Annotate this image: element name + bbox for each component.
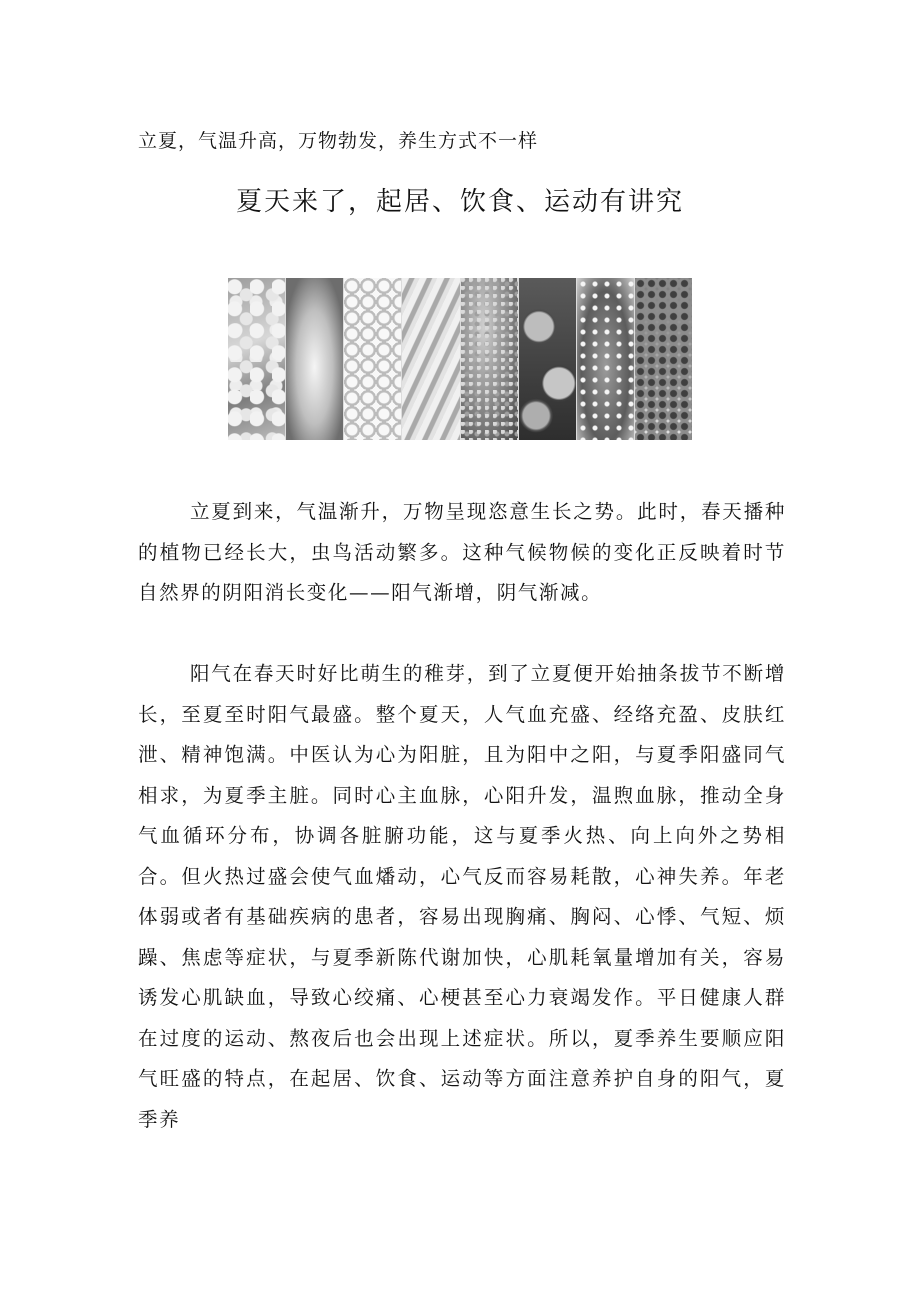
article-subtitle: 立夏，气温升高，万物勃发，养生方式不一样 [138,130,539,152]
body-paragraph-1: 立夏到来，气温渐升，万物呈现恣意生长之势。此时，春天播种的植物已经长大，虫鸟活动繁多。这种气候物候的变化正反映着时节自然界的阴阳消长变化——阳气渐增，阴气渐减。 [138,500,786,604]
produce-photo-banner [228,278,692,440]
strawberry-photo [577,278,635,440]
article-title: 夏天来了，起居、饮食、运动有讲究 [235,187,684,217]
banana-photo [402,278,460,440]
pea-pod-photo [228,278,286,440]
melon-photo [461,278,519,440]
corn-photo [344,278,402,440]
blueberries-photo [519,278,577,440]
broccoli-photo [635,278,692,440]
body-paragraph-2: 阳气在春天时好比萌生的稚芽，到了立夏便开始抽条拔节不断增长，至夏至时阳气最盛。整个夏天，人气血充盛、经络充盈、皮肤红泄、精神饱满。中医认为心为阳脏，且为阳中之阳，与夏季阳盛同气相求，为夏季主脏。同时心主血脉，心阳升发，温煦血脉，推动全身气血循环分布，协调各脏腑功能，这与夏季火热、向上向外之势相合。但火热过盛会使气血燔动，心气反而容易耗散，心神失养。年老体弱或者有基础疾病的患者，容易出现胸痛、胸闷、心悸、气短、烦躁、焦虑等症状，与夏季新陈代谢加快，心肌耗氧量增加有关，容易诱发心肌缺血，导致心绞痛、心梗甚至心力衰竭发作。平日健康人群在过度的运动、熬夜后也会出现上述症状。所以，夏季养生要顺应阳气旺盛的特点，在起居、饮食、运动等方面注意养护自身的阳气，夏季养 [138,662,786,1131]
leaf-photo [286,278,344,440]
